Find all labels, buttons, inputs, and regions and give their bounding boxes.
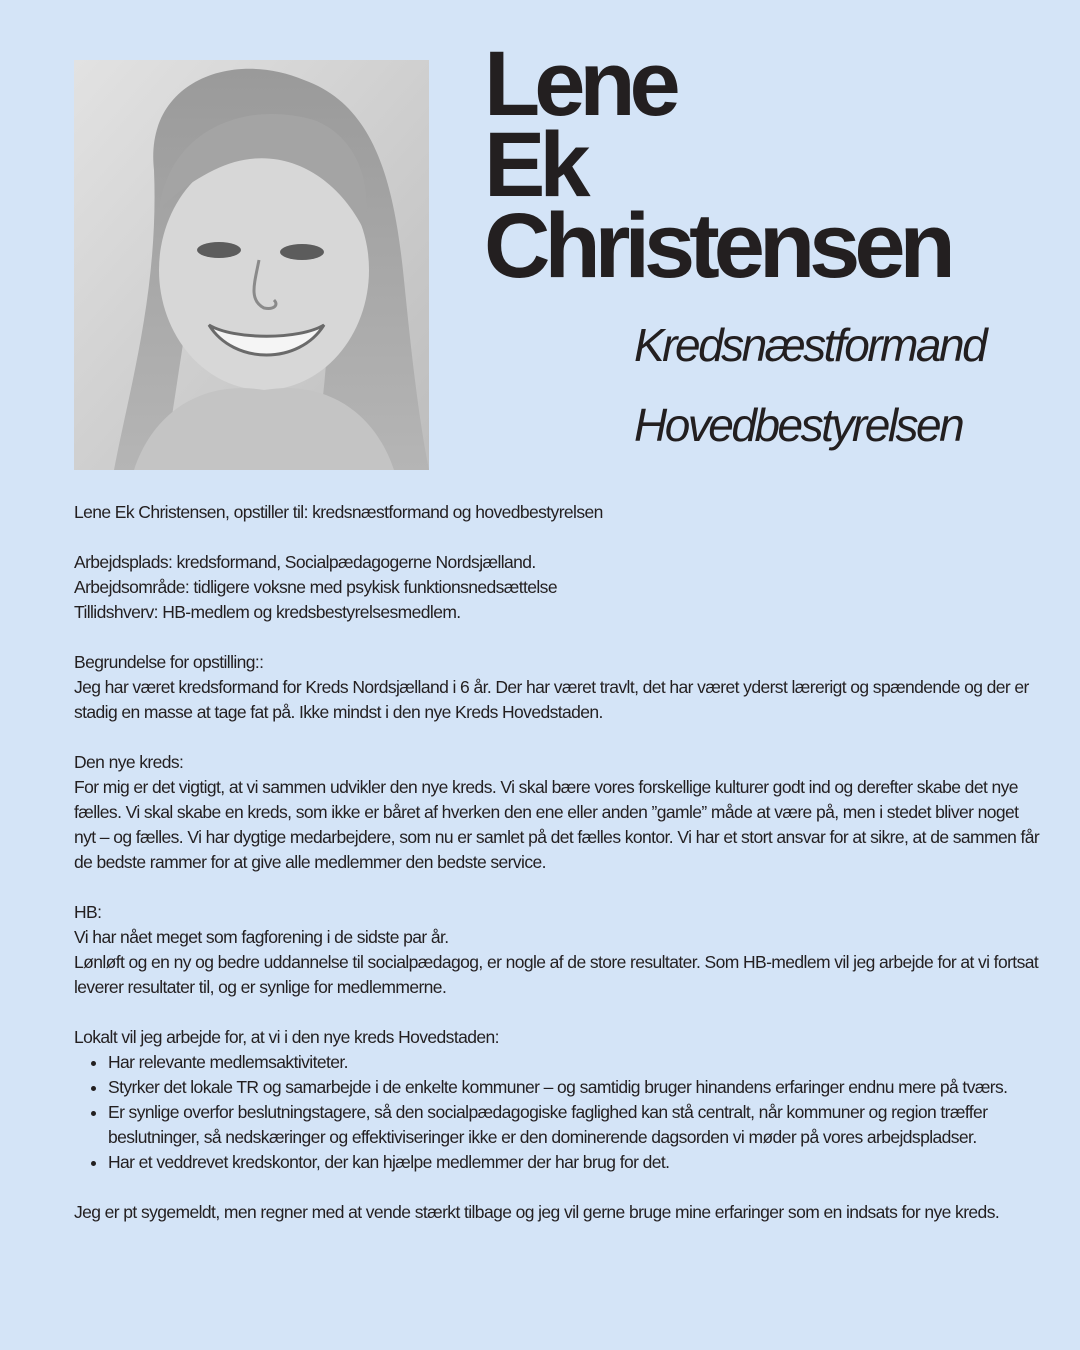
local-heading: Lokalt vil jeg arbejde for, at vi i den nye kreds Hovedstaden: [74,1027,499,1047]
list-item: • Har relevante medlemsaktiviteter. [108,1050,1044,1075]
role-secondary: Hovedbestyrelsen [634,399,963,451]
hb-heading: HB: [74,902,102,922]
new-kreds-heading: Den nye kreds: [74,752,184,772]
name-line-first: Lene [484,33,675,135]
name-line-last: Christensen [484,195,950,297]
detail-workplace: Arbejdsplads: kredsformand, Socialpædagogerne Nordsjælland. [74,552,536,572]
hb-line-1: Vi har nået meget som fagforening i de sidste par år. [74,927,449,947]
portrait-photo [74,60,429,470]
closing-text: Jeg er pt sygemeldt, men regner med at vende stærkt tilbage og jeg vil gerne bruge mine erfaringer som en indsats for nye kreds. [74,1202,1000,1222]
candidate-name [484,33,950,297]
portrait-photo-icon [74,60,429,470]
list-item: • Styrker det lokale TR og samarbejde i de enkelte kommuner – og samtidig bruger hinandens erfaringer endnu mere på tværs. [108,1075,1044,1100]
detail-positions: Tillidshverv: HB-medlem og kredsbestyrelsesmedlem. [74,602,461,622]
hb-line-2: Lønløft og en ny og bedre uddannelse til socialpædagog, er nogle af de store resultater. Som HB-medlem vil jeg arbejde for at vi fortsat leverer resultater til, og er synlige for medlemmerne. [74,952,1039,997]
intro-text: Lene Ek Christensen, opstiller til: kredsnæstformand og hovedbestyrelsen [74,502,603,522]
role-primary: Kredsnæstformand [634,319,986,371]
detail-work-area: Arbejdsområde: tidligere voksne med psykisk funktionsnedsættelse [74,577,557,597]
motivation-heading: Begrundelse for opstilling:: [74,652,264,672]
list-item: • Er synlige overfor beslutningstagere, så den socialpædagogiske faglighed kan stå centralt, når kommuner og region træffer beslutninger, så nedskæringer og effektiviseringer ikke er den dominerende dagsorden vi møder på vores arbejdspladser. [108,1100,1044,1150]
local-goals-list [74,1050,1044,1175]
candidate-statement [74,500,1044,1225]
name-line-middle: Ek [484,114,585,216]
list-item: • Har et veddrevet kredskontor, der kan hjælpe medlemmer der har brug for det. [108,1150,1044,1175]
motivation-text: Jeg har været kredsformand for Kreds Nordsjælland i 6 år. Der har været travlt, det har været yderst lærerigt og spændende og der er stadig en masse at tage fat på. Ikke mindst i den nye Kreds Hovedstaden. [74,677,1029,722]
new-kreds-text: For mig er det vigtigt, at vi sammen udvikler den nye kreds. Vi skal bære vores forskellige kulturer godt ind og derefter skabe det nye fælles. Vi skal skabe en kreds, som ikke er båret af hverken den ene eller anden ”gamle” måde at være på, men i stedet bliver noget nyt – og fælles. Vi har dygtige medarbejdere, som nu er samlet på det fælles kontor. Vi har et stort ansvar for at sikre, at de sammen får de bedste rammer for at give alle medlemmer den bedste service. [74,777,1040,872]
